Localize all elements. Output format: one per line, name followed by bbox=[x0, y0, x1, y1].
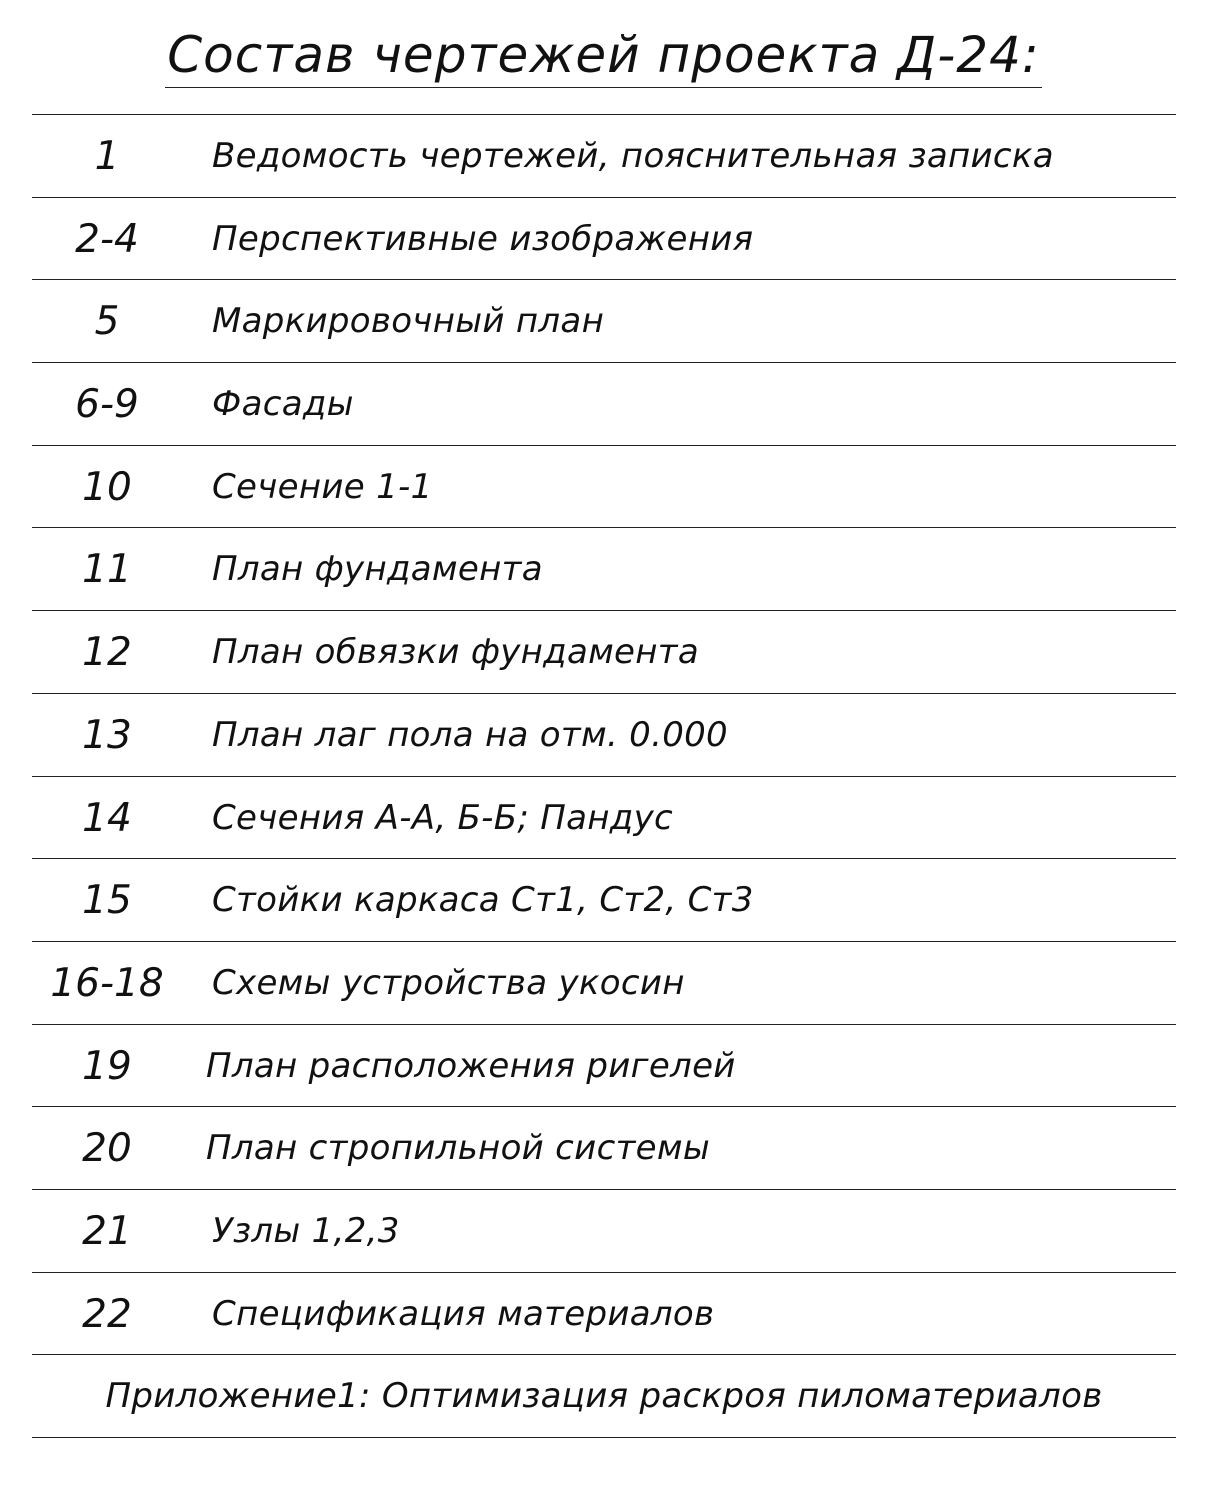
table-row bbox=[32, 611, 1176, 694]
sheet-description: Спецификация материалов bbox=[212, 1293, 715, 1334]
page-title-text: Состав чертежей проекта Д-24: bbox=[165, 25, 1041, 88]
sheet-number: 12 bbox=[82, 630, 132, 676]
sheet-number: 13 bbox=[82, 712, 132, 758]
table-row bbox=[32, 1190, 1176, 1273]
table-row bbox=[32, 528, 1176, 611]
sheet-description: Маркировочный план bbox=[212, 301, 605, 342]
sheet-description: Сечения А-А, Б-Б; Пандус bbox=[212, 797, 673, 838]
sheet-description: План фундамента bbox=[212, 549, 543, 590]
table-row bbox=[32, 1273, 1176, 1356]
sheet-description: Узлы 1,2,3 bbox=[212, 1210, 400, 1251]
table-row bbox=[32, 198, 1176, 281]
sheet-description: Сечение 1-1 bbox=[212, 466, 433, 507]
appendix-row bbox=[32, 1355, 1176, 1438]
table-row bbox=[32, 694, 1176, 777]
sheet-description: Фасады bbox=[212, 384, 354, 425]
sheet-number: 16-18 bbox=[50, 960, 164, 1006]
table-row bbox=[32, 446, 1176, 529]
sheet-number: 2-4 bbox=[75, 216, 139, 262]
table-row bbox=[32, 115, 1176, 198]
drawings-table bbox=[32, 114, 1176, 1438]
sheet-number: 15 bbox=[82, 878, 132, 924]
table-row bbox=[32, 777, 1176, 860]
table-row bbox=[32, 280, 1176, 363]
sheet-description: Схемы устройства укосин bbox=[212, 962, 685, 1003]
table-row bbox=[32, 942, 1176, 1025]
sheet-description: План обвязки фундамента bbox=[212, 632, 700, 673]
table-row bbox=[32, 363, 1176, 446]
sheet-number: 6-9 bbox=[75, 382, 139, 428]
sheet-description: Перспективные изображения bbox=[212, 218, 754, 259]
table-row bbox=[32, 859, 1176, 942]
sheet-number: 10 bbox=[82, 464, 132, 510]
sheet-description: Ведомость чертежей, пояснительная записка bbox=[212, 136, 1054, 176]
sheet-number: 21 bbox=[82, 1208, 132, 1254]
sheet-description: План расположения ригелей bbox=[206, 1045, 736, 1086]
sheet-description: План лаг пола на отм. 0.000 bbox=[212, 714, 728, 755]
sheet-number: 5 bbox=[94, 299, 120, 345]
page-title bbox=[0, 22, 1207, 88]
sheet-number: 20 bbox=[82, 1126, 132, 1172]
sheet-number: 22 bbox=[82, 1291, 132, 1337]
appendix-text: Приложение1: Оптимизация раскроя пиломатериалов bbox=[105, 1376, 1103, 1417]
sheet-number: 11 bbox=[82, 547, 132, 593]
sheet-number: 19 bbox=[82, 1043, 132, 1089]
sheet-number: 1 bbox=[94, 134, 120, 179]
table-row bbox=[32, 1025, 1176, 1108]
sheet-description: Стойки каркаса Ст1, Ст2, Ст3 bbox=[212, 880, 754, 921]
sheet-number: 14 bbox=[82, 795, 132, 841]
table-row bbox=[32, 1107, 1176, 1190]
sheet-description: План стропильной системы bbox=[206, 1128, 710, 1169]
